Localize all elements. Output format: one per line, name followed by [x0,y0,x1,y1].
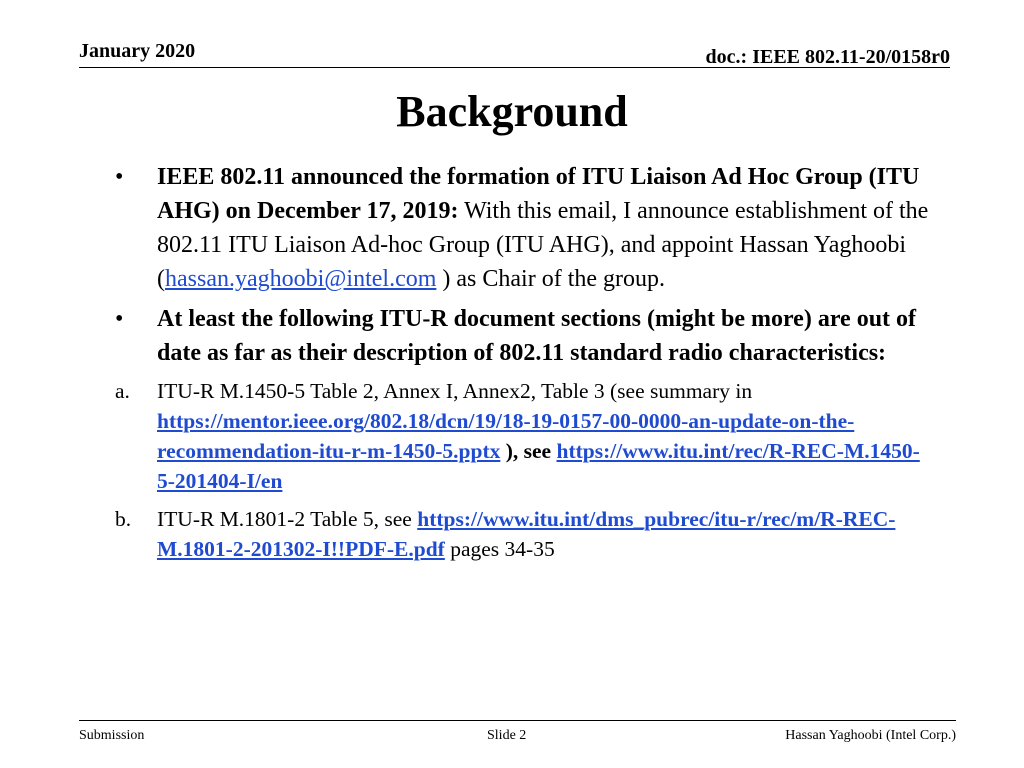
sub-item-text: ), see [500,439,557,463]
sub-item-text: ITU-R M.1450-5 Table 2, Annex I, Annex2, Table 3 (see summary in [157,379,753,403]
sub-item-marker: a. [115,379,130,403]
bullet-item [115,160,935,296]
email-link[interactable]: hassan.yaghoobi@intel.com [165,266,437,292]
sub-item-text: ITU-R M.1801-2 Table 5, see [157,507,418,531]
bullet-marker: • [115,306,124,332]
bullet-bold-text: IEEE 802.11 announced the formation of ITU Liaison Ad Hoc Group (ITU AHG) on December 17, 2019: [157,164,920,224]
bullet-item [115,302,935,370]
footer-divider [79,720,956,721]
header-divider [79,67,950,68]
sub-item-marker: b. [115,507,132,531]
footer-submission: Submission [79,728,145,743]
footer-author: Hassan Yaghoobi (Intel Corp.) [785,728,956,743]
itu-rec-link[interactable]: https://www.itu.int/rec/R-REC-M.1450-5-201404-I/en [157,439,920,493]
header-date: January 2020 [79,40,196,62]
slide-body [115,160,935,572]
footer-slide-number: Slide 2 [487,728,527,743]
bullet-text: ) as Chair of the group. [436,266,665,292]
bullet-text: With this email, I announce establishment of the 802.11 ITU Liaison Ad-hoc Group (ITU AHG), and appoint Hassan Yaghoobi ( [157,198,929,292]
sub-item [115,376,935,496]
bullet-marker: • [115,164,124,190]
sub-item-text: pages 34-35 [444,537,555,561]
itu-pdf-link[interactable]: https://www.itu.int/dms_pubrec/itu-r/rec/m/R-REC-M.1801-2-201302-I!!PDF-E.pdf [157,507,896,561]
slide-title: Background [396,87,628,136]
mentor-pptx-link[interactable]: https://mentor.ieee.org/802.18/dcn/19/18-19-0157-00-0000-an-update-on-the-recommendation-itu-r-m-1450-5.pptx [157,409,855,463]
header-doc-id: doc.: IEEE 802.11-20/0158r0 [705,46,950,68]
sub-item [115,504,935,564]
bullet-bold-text: At least the following ITU-R document sections (might be more) are out of date as far as their description of 802.11 standard radio characteristics: [157,306,917,366]
